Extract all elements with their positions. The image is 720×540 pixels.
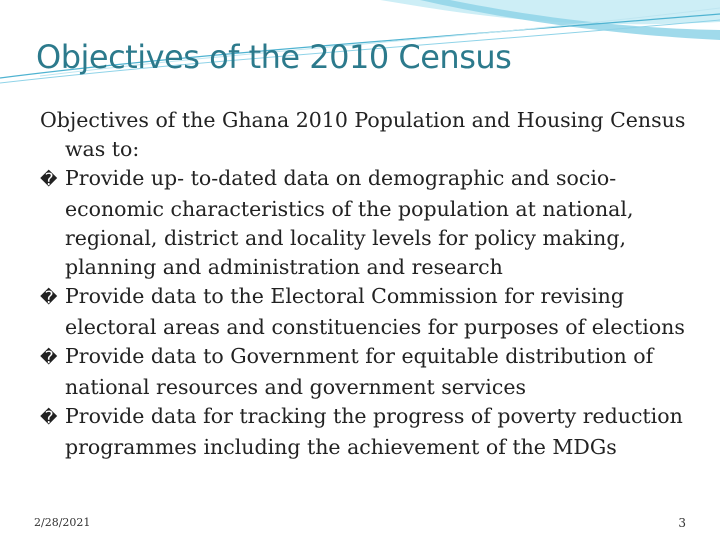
objective-text: Provide data for tracking the progress of poverty reduction programmes including the achievement of the MDGs [65, 404, 683, 459]
bullet-icon: � [40, 170, 58, 190]
objective-item [40, 282, 700, 342]
objective-text: Provide data to Government for equitable distribution of national resources and government services [65, 344, 654, 399]
objective-text: Provide up- to-dated data on demographic and socio-economic characteristics of the population at national, regional, district and locality levels for policy making, planning and administration and research [65, 166, 634, 279]
bullet-icon: � [40, 348, 58, 368]
bullet-icon: � [40, 288, 58, 308]
objective-item [40, 342, 700, 402]
objective-item [40, 164, 700, 282]
slide-title: Objectives of the 2010 Census [36, 38, 512, 76]
bullet-icon: � [40, 408, 58, 428]
intro-text: Objectives of the Ghana 2010 Population and Housing Census was to: [40, 108, 686, 161]
objective-text: Provide data to the Electoral Commission for revising electoral areas and constituencies for purposes of elections [65, 284, 685, 339]
footer-date: 2/28/2021 [34, 516, 91, 529]
objective-item [40, 402, 700, 462]
slide-number: 3 [678, 516, 686, 530]
slide-body [40, 106, 700, 462]
